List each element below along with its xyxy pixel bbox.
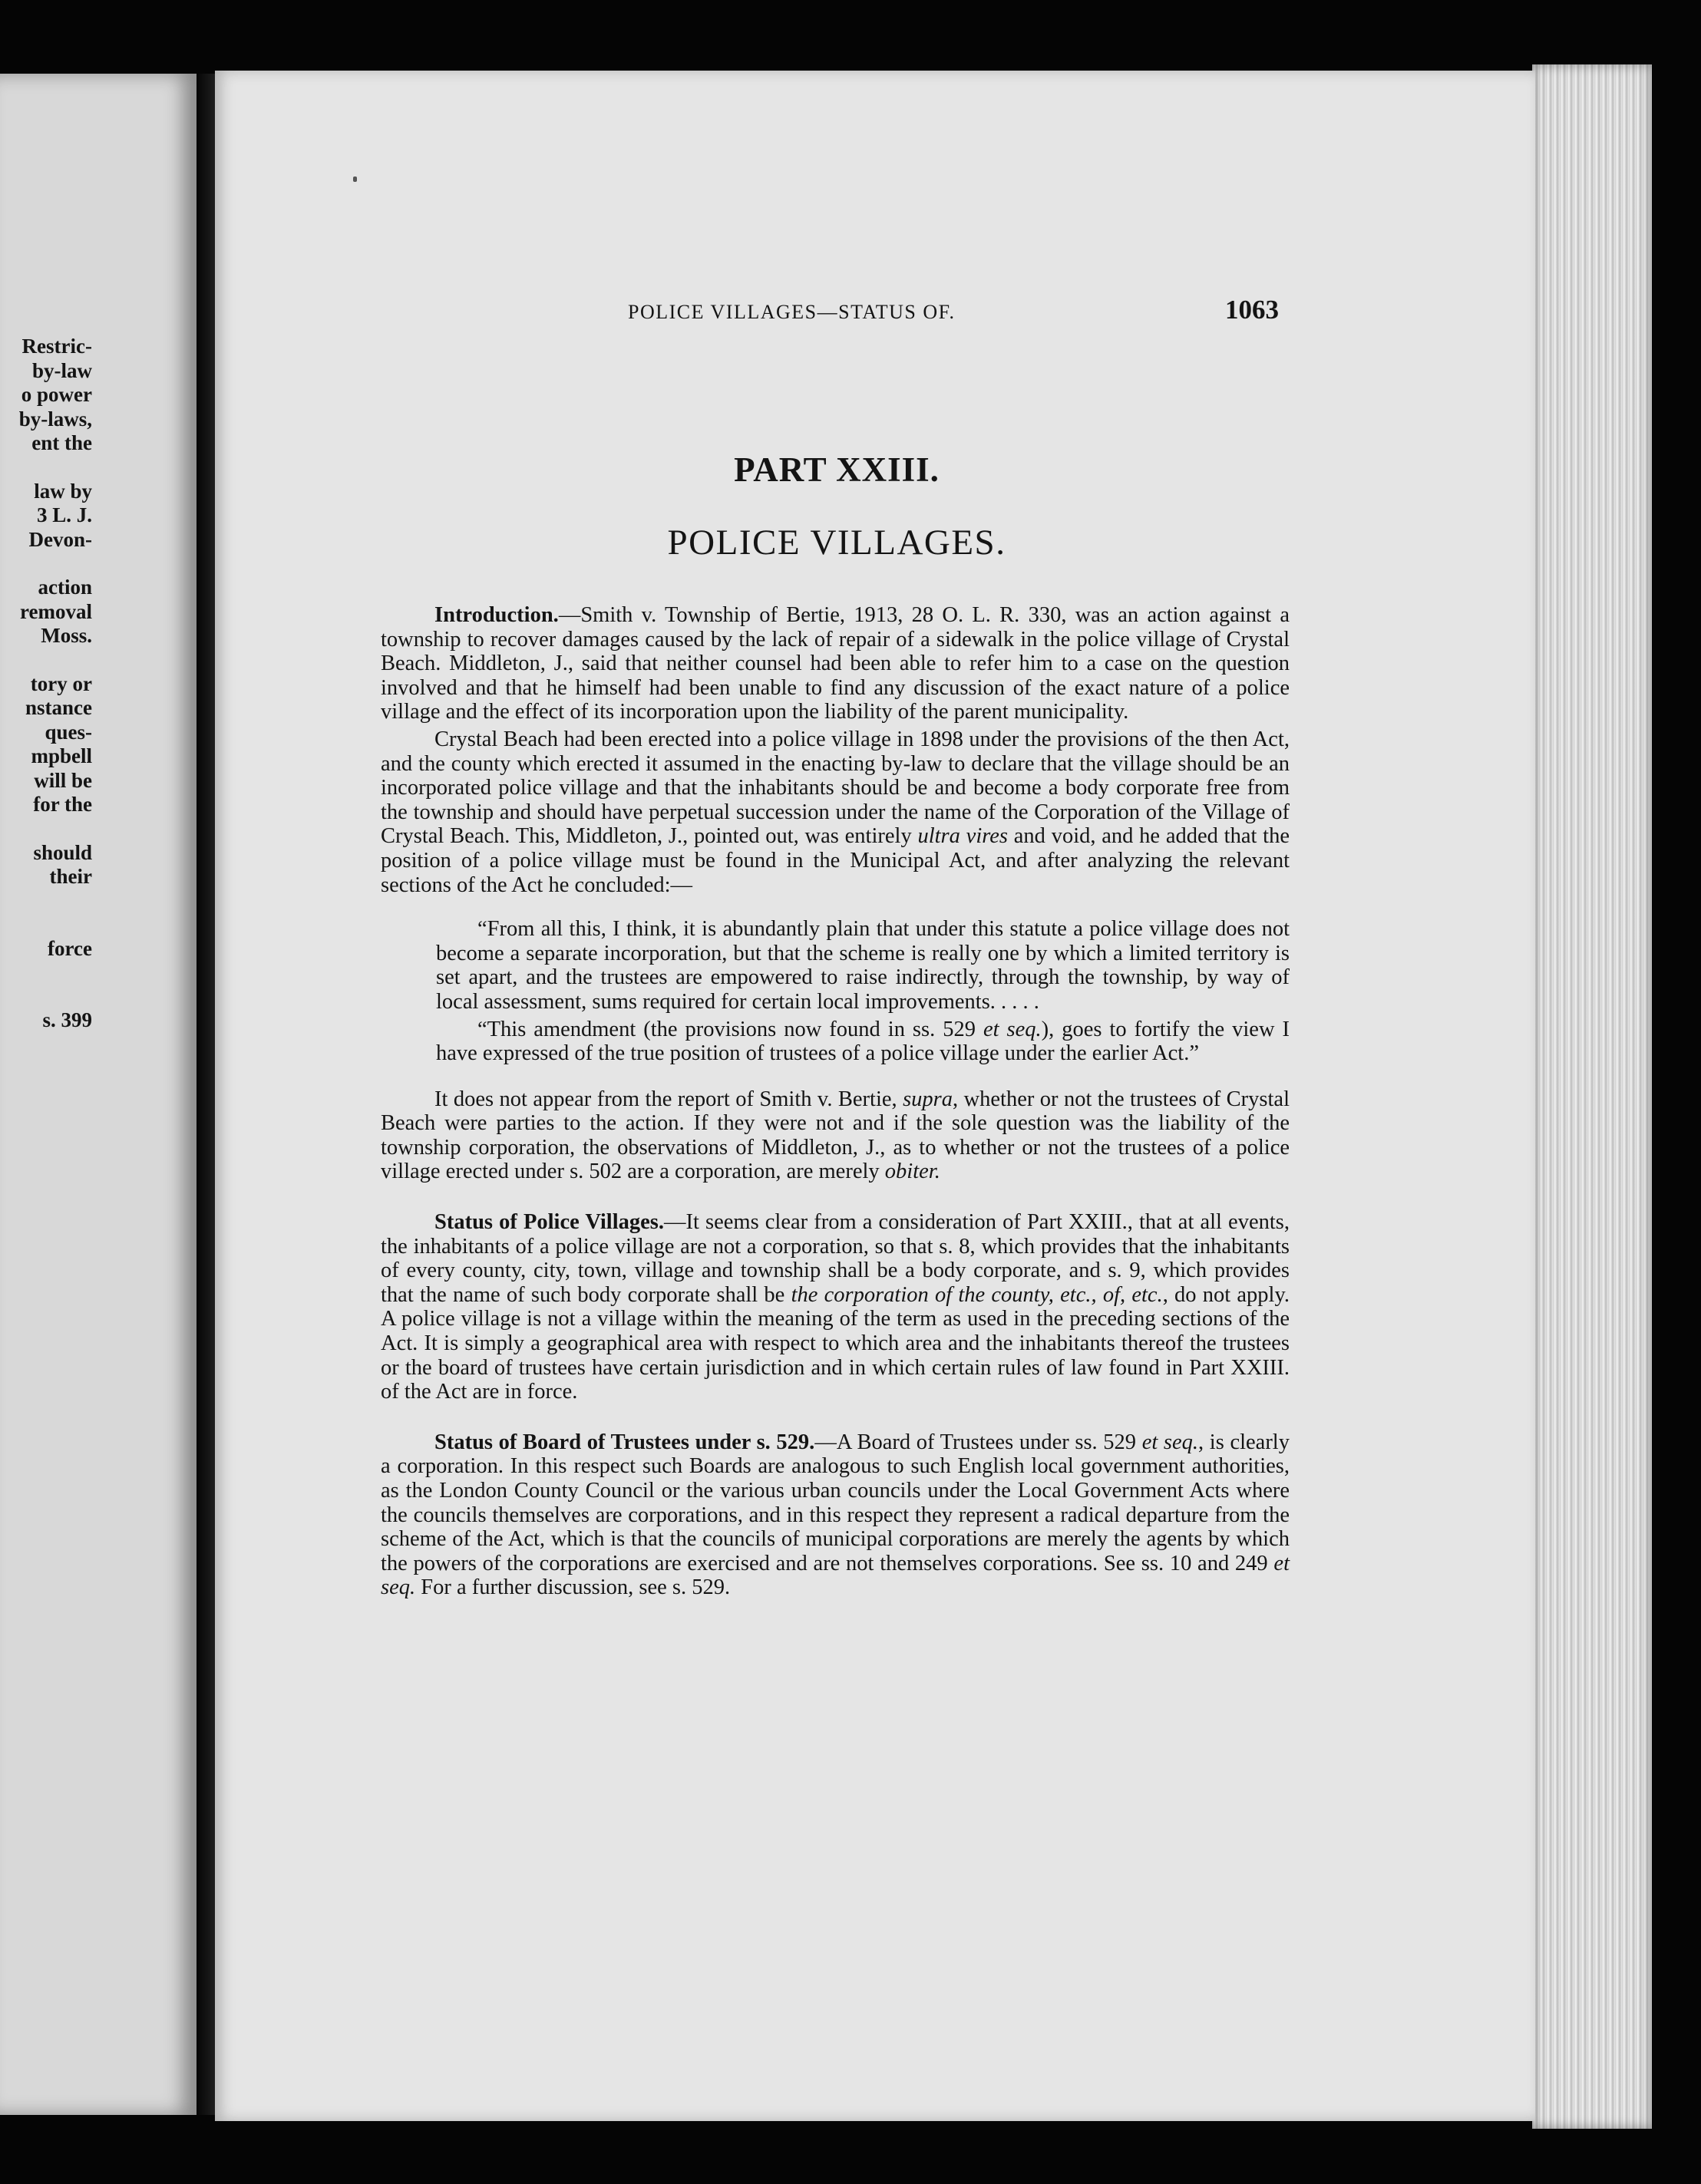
board-text-1: —A Board of Trustees under ss. 529 xyxy=(814,1430,1142,1454)
facing-page-line: o power xyxy=(21,383,92,406)
intro-paragraph xyxy=(381,603,1290,724)
facing-page-line: action xyxy=(38,576,92,599)
part-title: POLICE VILLAGES. xyxy=(667,523,1006,562)
part-number: PART XXIII. xyxy=(734,450,940,489)
facing-page-text xyxy=(0,335,92,1033)
crystal-text-2: and void, and he added that the position of a police village must be found in the Municipal Act, and after analyzing the relevant sections of the Act he concluded:— xyxy=(381,824,1290,897)
crystal-italic: ultra vires xyxy=(917,824,1009,849)
quote-1: “From all this, I think, it is abundantly plain that under this statute a police village does not become a separate incorporation, but that the scheme is really one by which a limited territory is set apart, and the trustees are empowered to raise indirectly, through the township, by way of local assessment, sums required for certain local improvements. . . . . xyxy=(436,917,1290,1014)
board-italic-1: et seq. xyxy=(1141,1430,1199,1454)
facing-page xyxy=(0,74,197,2115)
report-text-2: , whether or not the trustees of Crystal Beach were parties to the action. If they were not and if the sole question was the liability of the township corporation, the observations of Middleton, J., as to whether or not the trustees of a police village erected under s. 502 are a corporation, are merely xyxy=(381,1087,1290,1184)
crystal-text-1: Crystal Beach had been erected into a police village in 1898 under the provisions of the then Act, and the county which erected it assumed in the enacting by-law to declare that the village should be an incorporated police village and that the inhabitants should be and become a body corporate free from the township and should have perpetual succession under the name of the Corporation of the Village of Crystal Beach. This, Middleton, J., pointed out, was entirely xyxy=(381,727,1290,849)
facing-page-line xyxy=(0,648,92,672)
status-italic: the corporation of the county, etc., of, etc. xyxy=(791,1282,1163,1307)
report-paragraph xyxy=(381,1087,1290,1184)
facing-page-line xyxy=(0,985,92,1008)
quote-2 xyxy=(436,1018,1290,1066)
facing-page-line xyxy=(0,817,92,841)
facing-page-line: by-laws, xyxy=(18,407,92,431)
facing-page-line: ques- xyxy=(45,720,92,744)
quote2-text-1: “This amendment (the provisions now found in ss. 529 xyxy=(477,1017,983,1041)
facing-page-line: law by xyxy=(34,479,92,503)
report-italic-2: obiter. xyxy=(884,1160,940,1184)
page-number: 1063 xyxy=(1225,295,1279,325)
facing-page-line: 3 L. J. xyxy=(36,503,92,526)
intro-text: —Smith v. Township of Bertie, 1913, 28 O. L. R. 330, was an action against a township to recover damages caused by the lack of repair of a sidewalk in the police village of Crystal Beach. Middleton, J., said that neither counsel had been able to refer him to a case on the question involved and that he himself had been unable to find any discussion of the exact nature of a police village and the effect of its incorporation upon the liability of the parent municipality. xyxy=(381,603,1290,724)
facing-page-line: nstance xyxy=(25,696,92,719)
facing-page-line: ent the xyxy=(31,431,92,454)
facing-page-line: for the xyxy=(33,793,92,816)
facing-page-line xyxy=(0,961,92,985)
status-paragraph xyxy=(381,1210,1290,1404)
crystal-beach-paragraph xyxy=(381,727,1290,897)
facing-page-line: force xyxy=(48,936,92,960)
speck-mark xyxy=(353,177,357,182)
intro-heading: Introduction. xyxy=(434,603,559,627)
board-text-2: , is clearly a corporation. In this respect such Boards are analogous to such English local government authorities, as the London County Council or the various urban councils under the Local Government Acts where the councils themselves are corporations, and in this respect they represent a radical departure from the scheme of the Act, which is that the councils of municipal corporations are merely the agents by which the powers of the corporations are exercised and are not themselves corporations. See ss. 10 and 249 xyxy=(381,1430,1290,1575)
facing-page-line xyxy=(0,456,92,480)
facing-page-line xyxy=(0,889,92,913)
facing-page-line xyxy=(0,913,92,937)
book-gutter xyxy=(197,74,215,2115)
board-paragraph xyxy=(381,1430,1290,1600)
page-body xyxy=(381,603,1290,1600)
board-text-3: For a further discussion, see s. 529. xyxy=(415,1575,731,1600)
quote2-italic: et seq. xyxy=(983,1017,1042,1041)
facing-page-line: by-law xyxy=(31,358,92,382)
report-italic-1: supra xyxy=(903,1087,953,1111)
report-text-1: It does not appear from the report of Smith v. Bertie, xyxy=(434,1087,903,1111)
facing-page-line: their xyxy=(49,865,92,888)
board-heading: Status of Board of Trustees under s. 529. xyxy=(434,1430,815,1454)
status-heading: Status of Police Villages. xyxy=(434,1210,664,1235)
status-text-1: —It seems clear from a consideration of Part XXIII., that at all events, the inhabitants of a police village are not a corporation, so that s. 8, which provides that the inhabitants of every county, city, town, village and township shall be a body corporate, and s. 9, which provides that the name of such body corporate shall be xyxy=(381,1210,1290,1307)
status-text-2: , do not apply. A police village is not a village within the meaning of the term as used in the preceding sections of the Act. It is simply a geographical area with respect to which area and the inhabitants thereof the trustees or the board of trustees have certain jurisdiction and in which certain rules of law found in Part XXIII. of the Act are in force. xyxy=(381,1282,1290,1404)
page-edges xyxy=(1532,64,1652,2129)
facing-page-line xyxy=(0,552,92,576)
facing-page-line: will be xyxy=(34,768,92,792)
facing-page-line: tory or xyxy=(30,671,92,695)
facing-page-line: Moss. xyxy=(41,624,92,647)
running-head: POLICE VILLAGES—STATUS OF. xyxy=(628,301,956,323)
facing-page-line: Devon- xyxy=(28,527,92,551)
facing-page-line: removal xyxy=(20,599,92,623)
facing-page-line: s. 399 xyxy=(42,1008,92,1031)
facing-page-line: Restric- xyxy=(21,335,92,358)
facing-page-line: should xyxy=(33,840,92,864)
quote2-text-2: ), goes to fortify the view I have expressed of the true position of trustees of a police village under the earlier Act.” xyxy=(436,1017,1290,1066)
board-italic-2: et seq. xyxy=(381,1551,1290,1600)
facing-page-line: mpbell xyxy=(31,744,92,767)
